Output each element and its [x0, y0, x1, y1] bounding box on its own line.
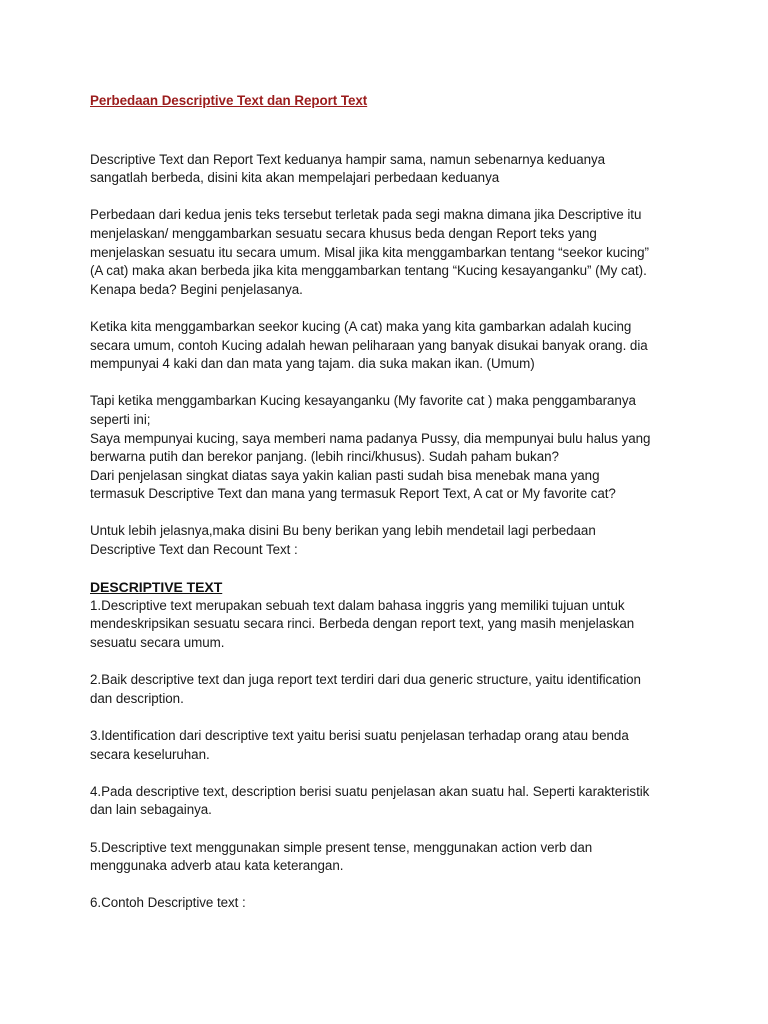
- text-line: 1.Descriptive text merupakan sebuah text dalam bahasa inggris yang memiliki tujuan untuk: [90, 597, 625, 613]
- text-line: sangatlah berbeda, disini kita akan mempelajari perbedaan keduanya: [90, 170, 500, 186]
- text-line: Ketika kita menggambarkan seekor kucing (A cat) maka yang kita gambarkan adalah kucing: [90, 318, 632, 334]
- text-line: termasuk Descriptive Text dan mana yang termasuk Report Text, A cat or My favorite cat?: [90, 486, 616, 502]
- text-line: berwarna putih dan berekor panjang. (lebih rinci/khusus). Sudah paham bukan?: [90, 449, 559, 465]
- text-line: Perbedaan dari kedua jenis teks tersebut terletak pada segi makna dimana jika Descriptive itu: [90, 207, 642, 223]
- text-line: dan lain sebagainya.: [90, 802, 212, 818]
- text-line: secara keseluruhan.: [90, 746, 210, 762]
- document-title: Perbedaan Descriptive Text dan Report Text: [90, 93, 368, 108]
- text-line: Untuk lebih jelasnya,maka disini Bu beny berikan yang lebih mendetail lagi perbedaan: [90, 523, 596, 539]
- text-line: dan description.: [90, 690, 184, 706]
- text-line: menjelaskan/ menggambarkan sesuatu secara khusus beda dengan Report teks yang: [90, 225, 597, 241]
- paragraph-a-cat: [90, 318, 690, 374]
- text-line: (A cat) maka akan berbeda jika kita menggambarkan tentang “Kucing kesayanganku” (My cat).: [90, 263, 647, 279]
- text-line: Descriptive Text dan Recount Text :: [90, 542, 298, 558]
- paragraph-intro: [90, 151, 690, 188]
- text-line: Kenapa beda? Begini penjelasanya.: [90, 281, 303, 297]
- paragraph-detail: [90, 522, 690, 559]
- list-item: [90, 597, 690, 653]
- list-item: [90, 671, 690, 708]
- text-line: 5.Descriptive text menggunakan simple present tense, menggunakan action verb dan: [90, 839, 593, 855]
- paragraph-difference: [90, 206, 690, 299]
- text-line: Saya mempunyai kucing, saya memberi nama padanya Pussy, dia mempunyai bulu halus yang: [90, 430, 651, 446]
- list-item: [90, 727, 690, 764]
- document-page: [90, 92, 690, 932]
- list-item: [90, 839, 690, 876]
- list-item: [90, 783, 690, 820]
- text-line: 6.Contoh Descriptive text :: [90, 895, 246, 911]
- text-line: mempunyai 4 kaki dan dan mata yang tajam. dia suka makan ikan. (Umum): [90, 356, 535, 372]
- text-line: 2.Baik descriptive text dan juga report text terdiri dari dua generic structure, yaitu identification: [90, 672, 641, 688]
- text-line: 3.Identification dari descriptive text yaitu berisi suatu penjelasan terhadap orang atau benda: [90, 728, 629, 743]
- text-line: menggunaka adverb atau kata keterangan.: [90, 858, 344, 874]
- text-line: secara umum, contoh Kucing adalah hewan peliharaan yang banyak disukai banyak orang. dia: [90, 337, 648, 353]
- text-line: mendeskripsikan sesuatu secara rinci. Berbeda dengan report text, yang masih menjelaskan: [90, 616, 635, 632]
- text-line: 4.Pada descriptive text, description berisi suatu penjelasan akan suatu hal. Seperti karakteristik: [90, 783, 650, 799]
- paragraph-my-cat: [90, 392, 690, 504]
- list-item: [90, 894, 690, 913]
- text-line: Tapi ketika menggambarkan Kucing kesayanganku (My favorite cat ) maka penggambaranya: [90, 393, 636, 409]
- section-heading-descriptive-text: DESCRIPTIVE TEXT: [90, 579, 223, 596]
- text-line: Descriptive Text dan Report Text keduanya hampir sama, namun sebenarnya keduanya: [90, 151, 606, 167]
- text-line: seperti ini;: [90, 411, 151, 427]
- text-line: Dari penjelasan singkat diatas saya yakin kalian pasti sudah bisa menebak mana yang: [90, 467, 600, 483]
- text-line: menjelaskan sesuatu itu secara umum. Misal jika kita menggambarkan tentang “seekor kucing”: [90, 244, 649, 260]
- text-line: sesuatu secara umum.: [90, 635, 225, 651]
